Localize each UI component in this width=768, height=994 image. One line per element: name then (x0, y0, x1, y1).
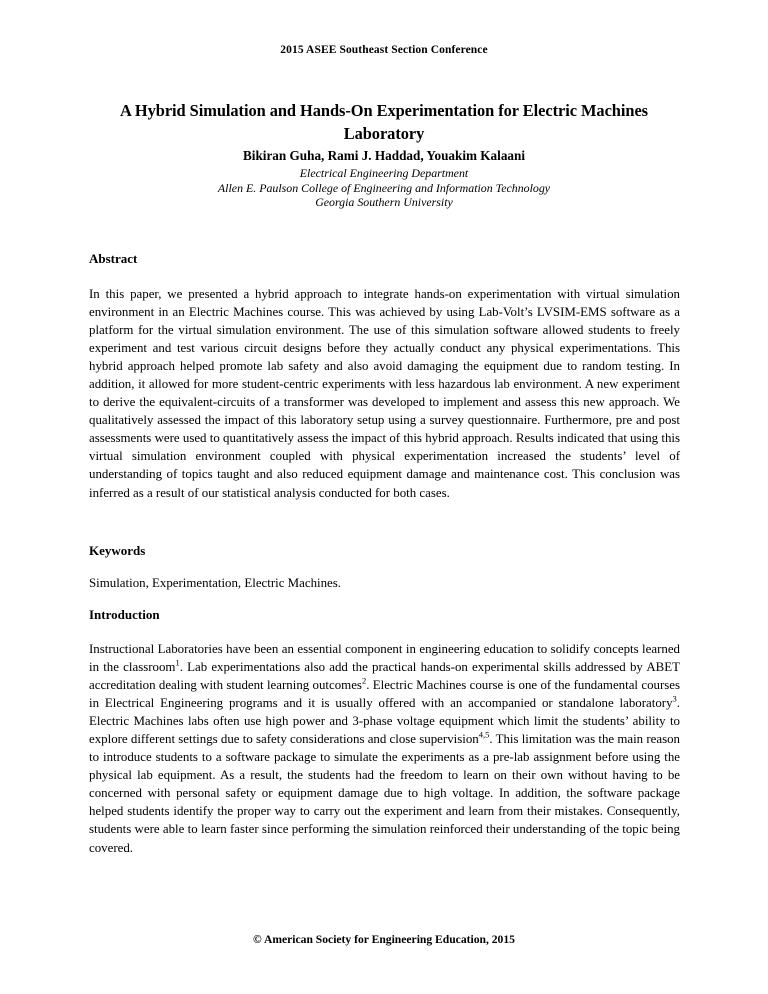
citation-marker[interactable]: 3 (672, 693, 677, 704)
citation-marker[interactable]: 4,5 (478, 729, 490, 740)
section-body-introduction (89, 640, 680, 857)
section-heading-keywords: Keywords (89, 543, 146, 558)
page-title: A Hybrid Simulation and Hands-On Experimentation for Electric Machines Laboratory (119, 100, 648, 143)
intro-text-run-1: . Lab experimentations also add the practical hands-on experimental skills addressed by ABET accreditation dealing with student learning outcomes (89, 660, 680, 693)
citation-marker[interactable]: 1 (175, 657, 180, 668)
section-heading-introduction: Introduction (89, 607, 160, 622)
section-body-abstract: In this paper, we presented a hybrid approach to integrate hands-on experimentation with virtual simulation environment in an Electric Machines course. This was achieved by using Lab-Volt’s LVSIM-EMS software as a platform for the virtual simulation environment. The use of this simulation software allowed students to freely experiment and test various circuit designs before they actually conduct any physical experimentations. This hybrid approach helped promote lab safety and also avoid damaging the equipment due to random testing. In addition, it allowed for more student-centric experiments with less hazardous lab environment. A new experiment to derive the equivalent-circuits of a transformer was developed to implement and assess this new approach. We qualitatively assessed the impact of this laboratory setup using a survey questionnaire. Furthermore, pre and post assessments were used to quantitatively assess the impact of this hybrid approach. Results indicated that using this virtual simulation environment coupled with physical experimentation increased the students’ level of understanding of topics taught and also reduced equipment damage and maintenance cost. This conclusion was inferred as a result of our statistical analysis conducted for both cases. (89, 287, 680, 500)
running-header: 2015 ASEE Southeast Section Conference (280, 44, 488, 56)
affiliation-line-college: Allen E. Paulson College of Engineering and Information Technology (217, 180, 551, 195)
section-body-keywords: Simulation, Experimentation, Electric Machines. (89, 576, 342, 590)
citation-marker[interactable]: 2 (361, 675, 367, 686)
author-list: Bikiran Guha, Rami J. Haddad, Youakim Kalaani (242, 148, 526, 163)
intro-text-run-2: . Electric Machines course is one of the fundamental courses in Electrical Engineering programs and it is usually offered with an accompanied or standalone laboratory (89, 678, 681, 711)
intro-text-run-4: . This limitation was the main reason to introduce students to a software package to simulate the experiments as a pre-lab assignment before using the physical lab equipment. As a result, the students had the freedom to learn on their own without having to be concerned with personal safety or equipment damage due to high voltage. In addition, the software package helped students identify the proper way to carry out the experiment and learn from their mistakes. Consequently, students were able to learn faster since performing the simulation reinforced their understanding of the topic being covered. (89, 732, 680, 855)
affiliation-block (84, 166, 684, 210)
intro-text-run-0: Instructional Laboratories have been an essential component in engineering education to solidify concepts learned in the classroom (89, 642, 680, 675)
section-heading-abstract: Abstract (89, 251, 138, 266)
intro-text-run-3: . Electric Machines labs often use high power and 3-phase voltage equipment which limit the students’ ability to explore different settings due to safety considerations and close supervision (89, 696, 680, 747)
affiliation-line-department: Electrical Engineering Department (299, 166, 469, 180)
page-footer: © American Society for Engineering Education, 2015 (253, 933, 515, 946)
affiliation-line-university: Georgia Southern University (315, 195, 453, 210)
